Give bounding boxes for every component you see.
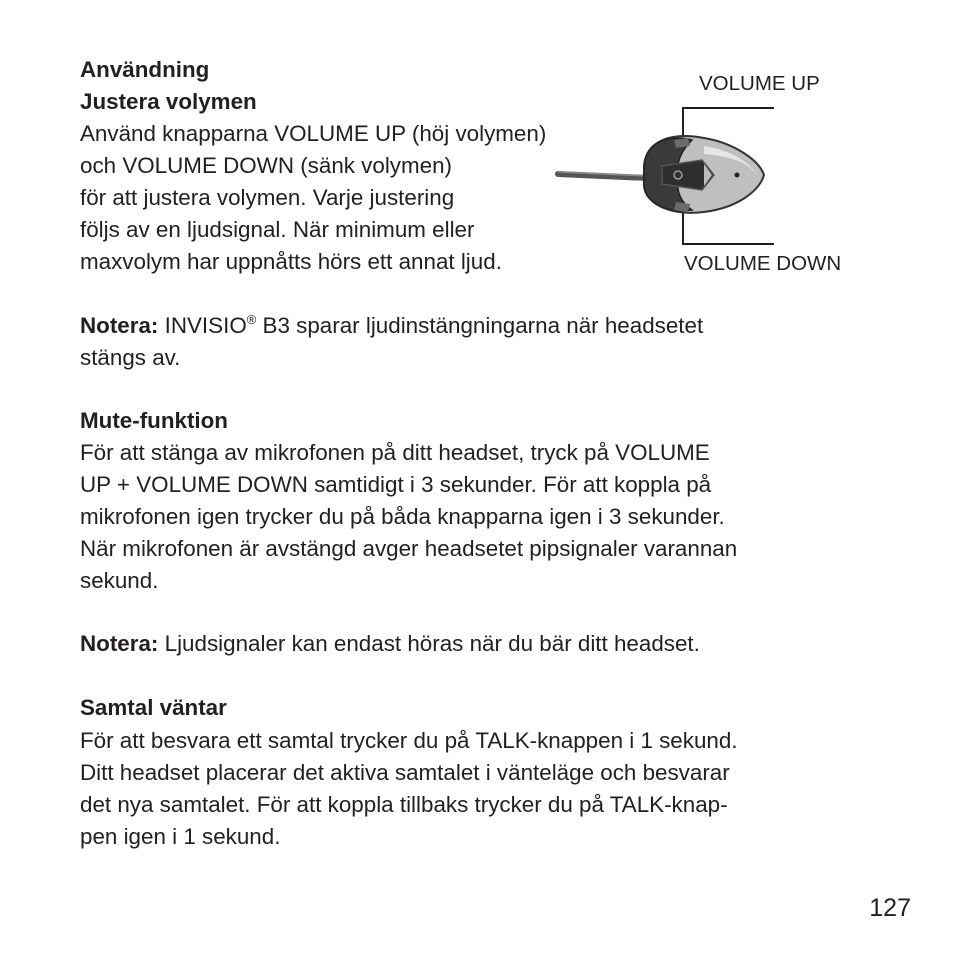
note-label: Notera: xyxy=(80,313,159,338)
paragraph-line: pen igen i 1 sekund. xyxy=(80,824,281,849)
note-text: INVISIO xyxy=(158,313,247,338)
paragraph-line: För att stänga av mikrofonen på ditt headset, tryck på VOLUME xyxy=(80,440,710,465)
paragraph-line: maxvolym har uppnåtts hörs ett annat ljud. xyxy=(80,249,502,274)
note-text: B3 sparar ljudinstängningarna när headsetet xyxy=(256,313,704,338)
paragraph-line: mikrofonen igen trycker du på båda knapparna igen i 3 sekunder. xyxy=(80,504,725,529)
note-headset xyxy=(80,628,700,660)
note-label: Notera: xyxy=(80,631,159,656)
note-invisio xyxy=(80,310,703,342)
paragraph-line: När mikrofonen är avstängd avger headsetet pipsignaler varannan xyxy=(80,536,738,561)
page-number: 127 xyxy=(869,894,911,922)
registered-mark: ® xyxy=(246,312,257,327)
paragraph-line: UP + VOLUME DOWN samtidigt i 3 sekunder. För att koppla på xyxy=(80,472,712,497)
section-heading-call-waiting: Samtal väntar xyxy=(80,695,227,720)
status-dot-icon xyxy=(735,173,740,178)
volume-up-label: VOLUME UP xyxy=(699,72,820,95)
paragraph-line: Ditt headset placerar det aktiva samtalet i vänteläge och besvarar xyxy=(80,760,730,785)
paragraph-line: och VOLUME DOWN (sänk volymen) xyxy=(80,153,453,178)
paragraph-line: För att besvara ett samtal trycker du på TALK-knappen i 1 sekund. xyxy=(80,728,738,753)
volume-up-callout-line xyxy=(683,108,774,138)
paragraph-line: sekund. xyxy=(80,568,159,593)
subheading-adjust-volume: Justera volymen xyxy=(80,89,257,114)
section-heading-usage: Användning xyxy=(80,57,210,82)
section-heading-mute: Mute-funktion xyxy=(80,408,228,433)
headset-diagram xyxy=(554,100,774,250)
paragraph-line: följs av en ljudsignal. När minimum eller xyxy=(80,217,475,242)
paragraph-line: stängs av. xyxy=(80,345,181,370)
paragraph-line: för att justera volymen. Varje justering xyxy=(80,185,455,210)
note-text: Ljudsignaler kan endast höras när du bär ditt headset. xyxy=(158,631,700,656)
paragraph-line: Använd knapparna VOLUME UP (höj volymen) xyxy=(80,121,547,146)
paragraph-line: det nya samtalet. För att koppla tillbaks trycker du på TALK-knap- xyxy=(80,792,728,817)
volume-down-label: VOLUME DOWN xyxy=(684,252,842,275)
volume-down-callout-line xyxy=(683,212,774,244)
